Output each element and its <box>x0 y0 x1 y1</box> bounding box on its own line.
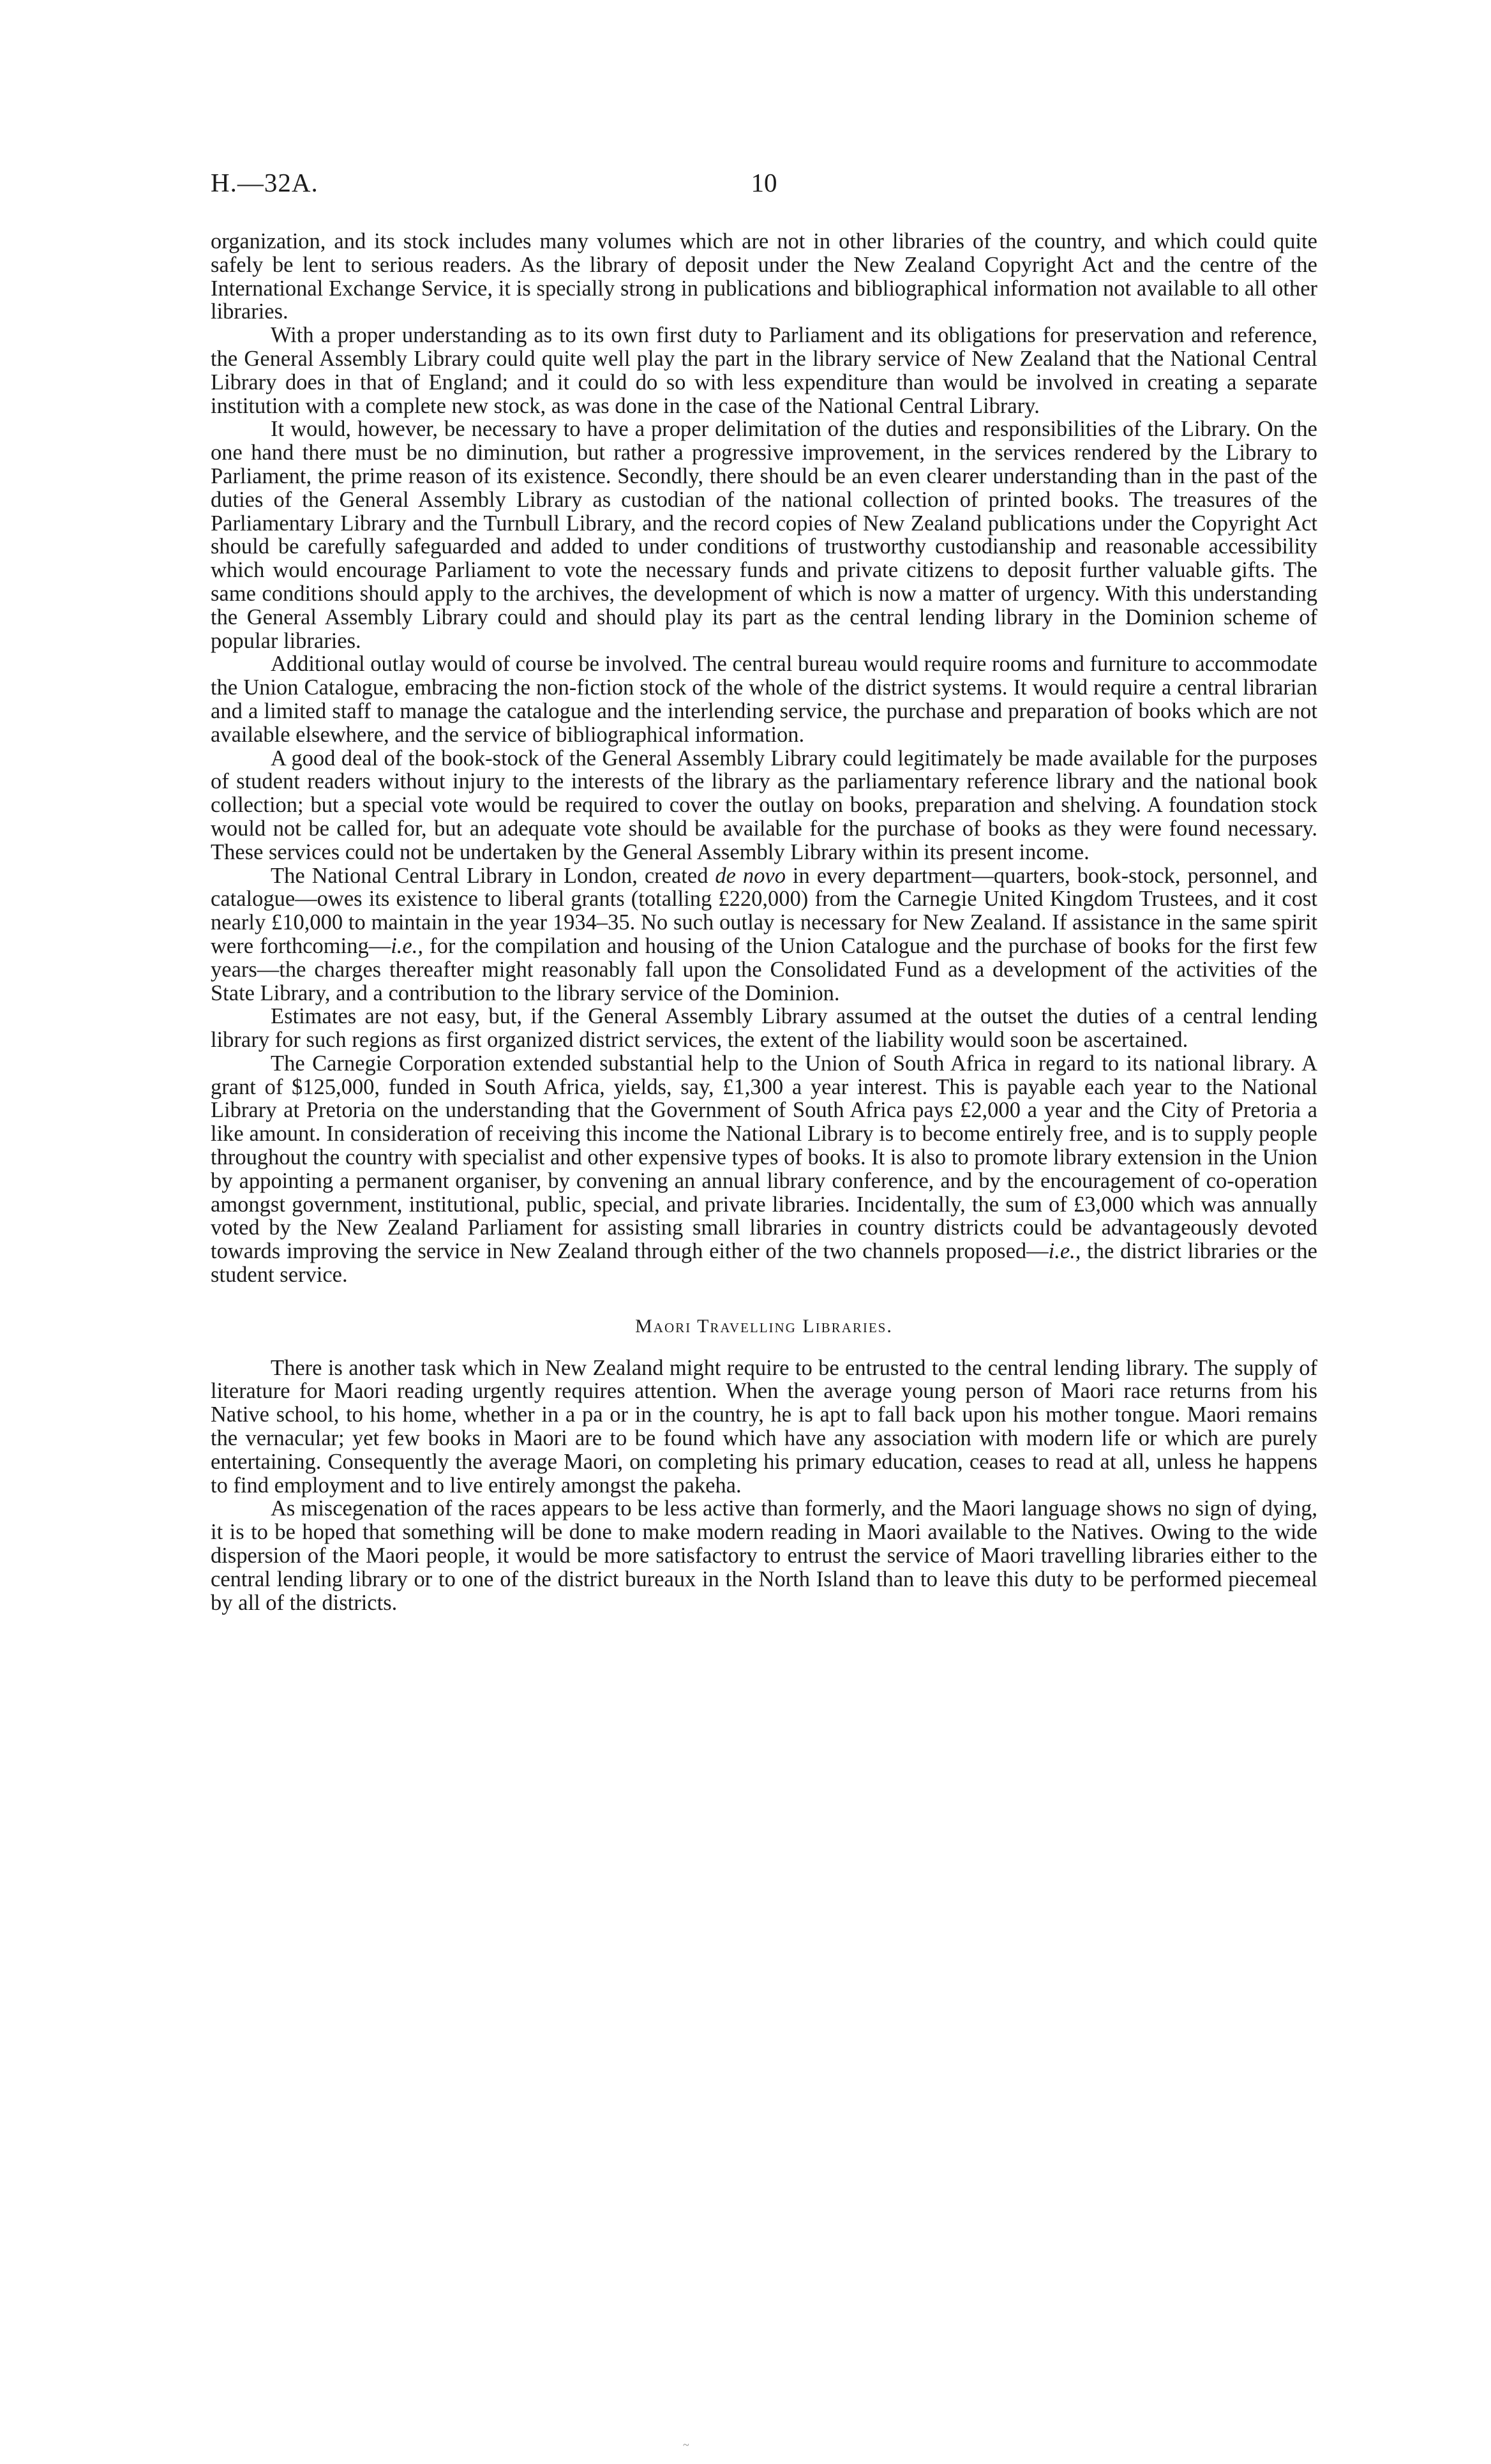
document-reference: H.—32A. <box>211 168 318 197</box>
carnegie-italic-ie: i.e., <box>1048 1239 1081 1264</box>
ncl-text-end: for the compilation and housing of the Union Catalogue and the purchase of books for the first few years—the charges thereafter might reasonably fall upon the Consolidated Fund as a development of the activities of the State Library, and a contribution to the library service of the Dominion. <box>211 933 1318 1005</box>
carnegie-text-end: the district libraries or the student service. <box>211 1239 1317 1288</box>
section-heading-maori-travelling-libraries: Maori Travelling Libraries. <box>635 1315 893 1337</box>
paragraph-national-central-library <box>211 864 1317 1005</box>
page-number: 10 <box>751 168 777 197</box>
paragraph-delimitation: It would, however, be necessary to have a proper delimitation of the duties and responsibilities of the Library. On the one hand there must be no diminution, but rather a progressive improvement, in the services rendered by the Library to Parliament, the prime reason of its existence. Secondly, there should be an even clearer understanding than in the past of the duties of the General Assembly Library as custodian of the national collection of printed books. The treasures of the Parliamentary Library and the Turnbull Library, and the record copies of New Zealand publications under the Copyright Act should be carefully safeguarded and added to under conditions of trustworthy custodianship and reasonable accessibility which would encourage Parliament to vote the necessary funds and private citizens to deposit further valuable gifts. The same conditions should apply to the archives, the development of which is now a matter of urgency. With this understanding the General Assembly Library could and should play its part as the central lending library in the Dominion scheme of popular libraries. <box>211 417 1317 653</box>
ncl-italic-de-novo: de novo <box>715 863 786 888</box>
ncl-text-middle: in every department—quarters, book-stock, personnel, and catalogue—owes its existence to liberal grants (totalling £220,000) from the Carnegie United Kingdom Trustees, and it cost nearly £10,000 to maintain in the year 1934–35. No such outlay is necessary for New Zealand. If assistance in the same spirit were forthcoming— <box>211 863 1317 958</box>
paragraph-maori-task: There is another task which in New Zealand might require to be entrusted to the central lending library. The supply of literature for Maori reading urgently requires attention. When the average young person of Maori race returns from his Native school, to his home, whether in a pa or in the country, he is apt to fall back upon his mother tongue. Maori remains the vernacular; yet few books in Maori are to be found which have any association with modern life or which are purely entertaining. Consequently the average Maori, on completing his primary education, ceases to read at all, unless he happens to find employment and to live entirely amongst the pakeha. <box>211 1355 1317 1498</box>
carnegie-text-start: The Carnegie Corporation extended substantial help to the Union of South Africa in regard to its national library. A grant of $125,000, funded in South Africa, yields, say, £1,300 a year interest. This is payable each year to the National Library at Pretoria on the understanding that the Government of South Africa pays £2,000 a year and the City of Pretoria a like amount. In consideration of receiving this income the National Library is to become entirely free, and is to supply people throughout the country with specialist and other expensive types of books. It is also to promote library extension in the Union by appointing a permanent organiser, by convening an annual library conference, and by the encouragement of co-operation amongst government, institutional, public, special, and private libraries. Incidentally, the sum of £3,000 which was annually voted by the New Zealand Parliament for assisting small libraries in country districts could be advantageously devoted towards improving the service in New Zealand through either of the two channels proposed— <box>211 1051 1317 1264</box>
page-header <box>211 167 1317 206</box>
paragraph-continuation: organization, and its stock includes many volumes which are not in other libraries of the country, and which could quite safely be lent to serious readers. As the library of deposit under the New Zealand Copyright Act and the centre of the International Exchange Service, it is specially strong in publications and bibliographical information not available to all other libraries. <box>211 229 1317 324</box>
footer-mark: ~ <box>683 2438 689 2451</box>
paragraph-estimates: Estimates are not easy, but, if the General Assembly Library assumed at the outset the duties of a central lending library for such regions as first organized district services, the extent of the liability would soon be ascertained. <box>211 1004 1317 1053</box>
paragraph-carnegie-corporation <box>211 1052 1317 1287</box>
ncl-italic-ie: i.e., <box>391 933 423 958</box>
paragraph-proper-understanding: With a proper understanding as to its own first duty to Parliament and its obligations for preservation and reference, the General Assembly Library could quite well play the part in the library service of New Zealand that the National Central Library does in that of England; and it could do so with less expenditure than would be involved in creating a separate institution with a complete new stock, as was done in the case of the National Central Library. <box>211 323 1317 418</box>
body-text <box>211 230 1317 1614</box>
ncl-text-start: The National Central Library in London, created <box>271 863 716 888</box>
paragraph-maori-language: As miscegenation of the races appears to be less active than formerly, and the Maori language shows no sign of dying, it is to be hoped that something will be done to make modern reading in Maori available to the Natives. Owing to the wide dispersion of the Maori people, it would be more satisfactory to entrust the service of Maori travelling libraries either to the central lending library or to one of the district bureaux in the North Island than to leave this duty to be performed piecemeal by all of the districts. <box>211 1496 1317 1615</box>
paragraph-book-stock: A good deal of the book-stock of the General Assembly Library could legitimately be made available for the purposes of student readers without injury to the interests of the library as the parliamentary reference library and the national book collection; but a special vote would be required to cover the outlay on books, preparation and shelving. A foundation stock would not be called for, but an adequate vote should be available for the purchase of books as they were found necessary. These services could not be undertaken by the General Assembly Library within its present income. <box>211 746 1317 864</box>
paragraph-additional-outlay: Additional outlay would of course be involved. The central bureau would require rooms and furniture to accommodate the Union Catalogue, embracing the non-fiction stock of the whole of the district systems. It would require a central librarian and a limited staff to manage the catalogue and the interlending service, the purchase and preparation of books which are not available elsewhere, and the service of bibliographical information. <box>211 652 1317 747</box>
